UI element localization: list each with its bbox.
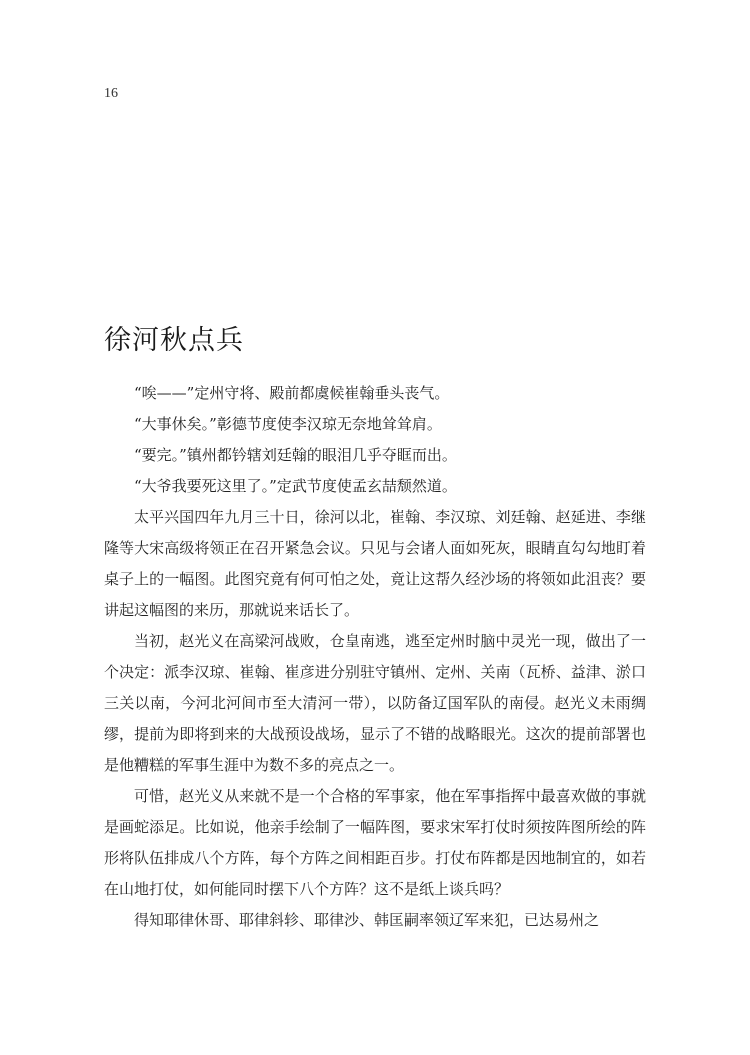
paragraph: 当初，赵光义在高梁河战败，仓皇南逃，逃至定州时脑中灵光一现，做出了一个决定：派李汉琼、崔翰、崔彦进分别驻守镇州、定州、关南（瓦桥、益津、淤口三关以南，今河北河间市至大清河一带），以防备辽国军队的南侵。赵光义未雨绸缪，提前为即将到来的大战预设战场，显示了不错的战略眼光。这次的提前部署也是他糟糕的军事生涯中为数不多的亮点之一。 <box>104 632 646 774</box>
paragraph: 得知耶律休哥、耶律斜轸、耶律沙、韩匡嗣率领辽军来犯，已达易州之 <box>134 911 600 929</box>
page-number: 16 <box>104 86 118 101</box>
paragraph: 可惜，赵光义从来就不是一个合格的军事家，他在军事指挥中最喜欢做的事就是画蛇添足。比如说，他亲手绘制了一幅阵图，要求宋军打仗时须按阵图所绘的阵形将队伍排成八个方阵，每个方阵之间相距百步。打仗布阵都是因地制宜的，如若在山地打仗，如何能同时摆下八个方阵？这不是纸上谈兵吗？ <box>104 787 646 898</box>
chapter-title: 徐河秋点兵 <box>104 325 244 356</box>
body-text <box>104 378 646 936</box>
paragraph: “要完。”镇州都钤辖刘廷翰的眼泪几乎夺眶而出。 <box>134 446 457 464</box>
paragraph: “大事休矣。”彰德节度使李汉琼无奈地耸耸肩。 <box>134 415 442 433</box>
paragraph: “唉——”定州守将、殿前都虞候崔翰垂头丧气。 <box>134 384 450 402</box>
paragraph: 太平兴国四年九月三十日，徐河以北，崔翰、李汉琼、刘廷翰、赵延进、李继隆等大宋高级将领正在召开紧急会议。只见与会诸人面如死灰，眼睛直勾勾地盯着桌子上的一幅图。此图究竟有何可怕之处，竟让这帮久经沙场的将领如此沮丧？要讲起这幅图的来历，那就说来话长了。 <box>104 508 646 619</box>
paragraph: “大爷我要死这里了。”定武节度使孟玄喆颓然道。 <box>134 477 457 495</box>
